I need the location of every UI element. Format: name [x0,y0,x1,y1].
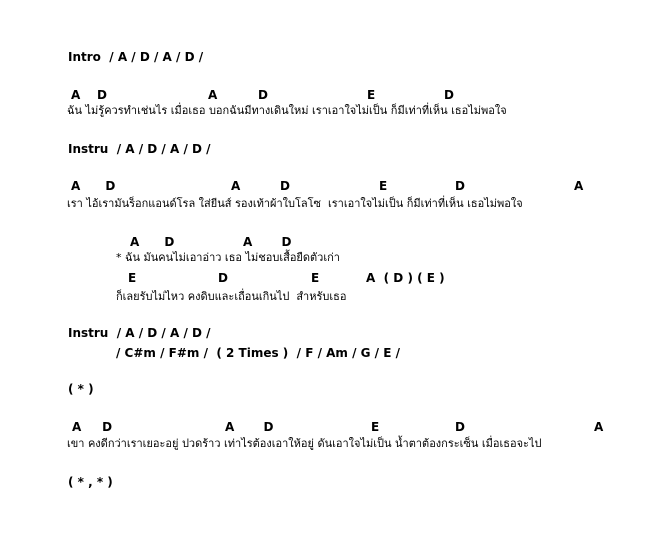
verse3-chord-e: E [371,420,380,434]
intro-line: Intro / A / D / A / D / [68,50,204,64]
verse1-chord-d: D [258,88,268,102]
chorus-chord-a-d: A D [130,235,175,249]
verse2-chord-a2: A [574,179,584,193]
chorus-chord-a-d2: A D [243,235,292,249]
verse3-chord-a2: A [594,420,604,434]
chorus-chord-e2: E [311,271,320,285]
chorus-chord-e: E [128,271,137,285]
repeat-marker-2: ( * , * ) [68,475,113,489]
verse2-chord-d2: D [455,179,465,193]
verse1-lyric: ฉัน ไม่รู้ควรทำเช่นไร เมื่อเธอ บอกฉันมีทางเดินใหม่ เราเอาใจไม่เป็น ก็มีเท่าที่เห็น เธอไม่พอใจ [67,104,507,117]
chorus-lyric-2: ก็เลยรับไม่ไหว คงดิบและเถื่อนเกินไป สำหรับเธอ [116,290,347,303]
chorus-chord-d: D [218,271,228,285]
verse3-chord-d: D [455,420,465,434]
instru-line-1: Instru / A / D / A / D / [68,142,211,156]
verse3-lyric: เขา คงดีกว่าเราเยอะอยู่ ปวดร้าว เท่าไรต้องเอาให้อยู่ ดันเอาใจไม่เป็น น้ำตาต้องกระเซ็น เมื่อเธอจะไป [67,437,542,450]
instru-line-2b: / C#m / F#m / ( 2 Times ) / F / Am / G / E / [116,346,400,360]
chorus-lyric-1: * ฉัน มันคนไม่เอาอ่าว เธอ ไม่ชอบเสื้อยืดตัวเก่า [116,251,340,264]
verse2-lyric: เรา ไอ้เรามันร็อกแอนด์โรล ใส่ยีนส์ รองเท้าผ้าใบโลโซ เราเอาใจไม่เป็น ก็มีเท่าที่เห็น เธอไม่พอใจ [67,197,523,210]
repeat-marker-1: ( * ) [68,382,94,396]
verse2-chord-a-d: A D [71,179,116,193]
chorus-chord-a-d-e: A ( D ) ( E ) [366,271,445,285]
verse1-chord-e: E [367,88,376,102]
verse1-chord-a-d: A D [71,88,107,102]
verse1-chord-a: A [208,88,218,102]
verse3-chord-a-d: A D [72,420,113,434]
instru-line-2: Instru / A / D / A / D / [68,326,211,340]
verse1-chord-d2: D [444,88,454,102]
verse3-chord-a-d2: A D [225,420,274,434]
verse2-chord-e: E [379,179,388,193]
verse2-chord-a: A [231,179,241,193]
verse2-chord-d: D [280,179,290,193]
